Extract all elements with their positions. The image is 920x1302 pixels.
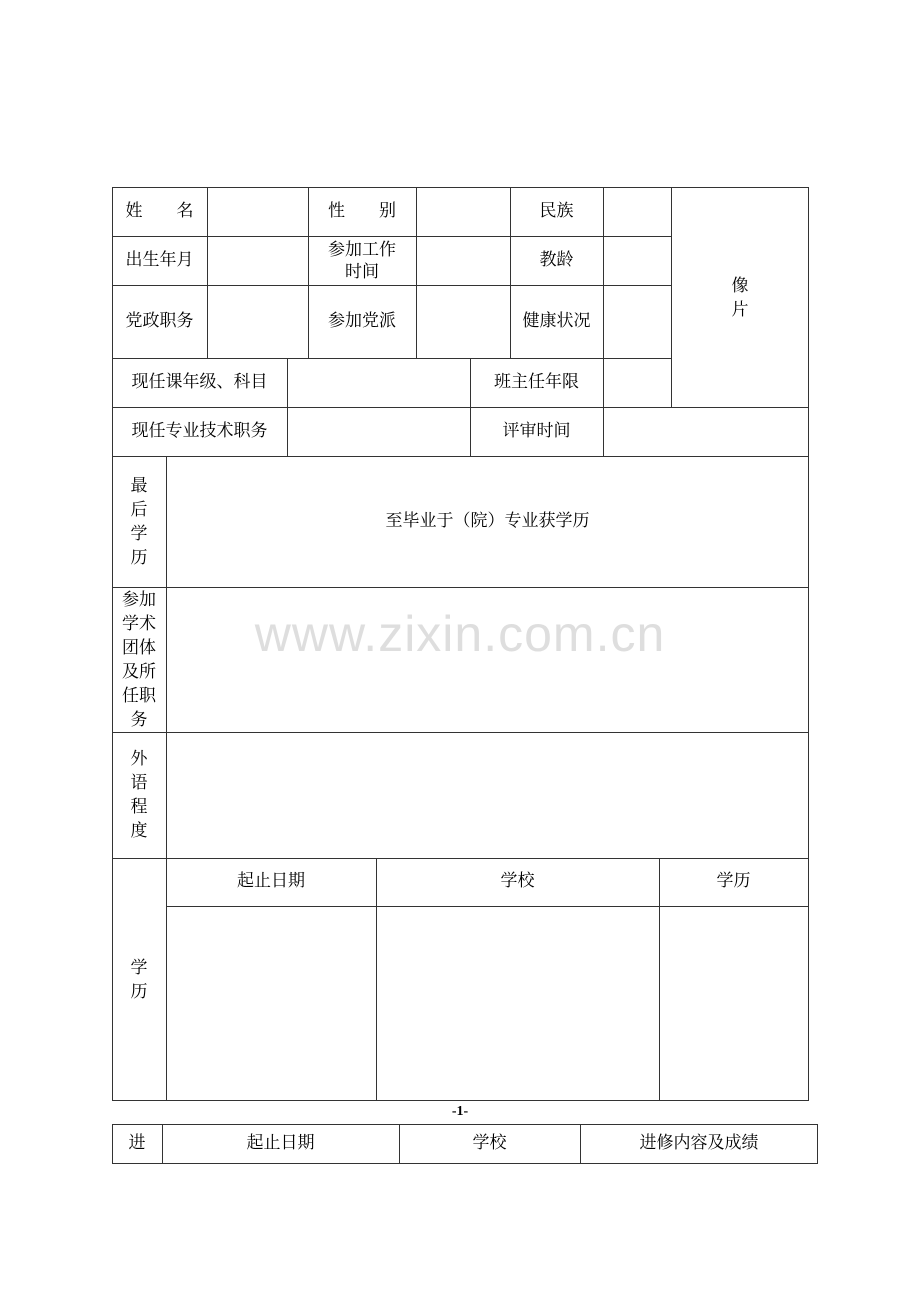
last-education-field[interactable] [167,457,808,587]
page-number: -1- [451,1104,469,1119]
name-label: 姓 名 [125,200,194,221]
academic-org-label [112,587,166,732]
last-education-text: 至毕业于（院）专业获学历 [385,511,590,532]
course-field[interactable] [288,359,470,407]
education-dates-header: 起止日期 [237,871,305,892]
label-char: 学 [130,523,148,544]
label-line: 学术 [122,613,156,634]
work-start-label [308,236,416,285]
education-school-field[interactable] [377,907,659,1100]
photo-box[interactable] [672,188,808,407]
label-char: 历 [130,547,148,568]
foreign-language-field[interactable] [167,733,808,858]
head-teacher-label: 班主任年限 [494,371,579,392]
work-start-label-line1: 参加工作 [328,239,396,260]
academic-org-field[interactable] [167,588,808,732]
last-education-label [112,456,166,587]
ethnicity-label: 民族 [539,200,574,221]
label-char: 外 [130,749,148,769]
foreign-language-label [112,732,166,858]
teaching-years-field[interactable] [604,237,671,285]
label-line: 任职 [122,685,156,706]
label-line: 参加 [122,589,156,610]
party-label: 参加党派 [328,310,396,331]
ethnicity-field[interactable] [604,188,671,236]
label-char: 后 [130,499,148,520]
gender-field[interactable] [417,188,510,236]
teaching-years-label: 教龄 [539,249,574,270]
work-start-field[interactable] [417,237,510,285]
review-time-field[interactable] [604,408,808,456]
label-char: 最 [130,475,148,496]
label-line: 务 [130,709,148,730]
name-field[interactable] [208,188,308,236]
health-label: 健康状况 [522,310,591,331]
education-degree-header: 学历 [716,871,751,892]
party-post-label: 党政职务 [125,310,194,331]
photo-label-line1: 像 [731,275,749,296]
tech-title-label: 现任专业技术职务 [131,420,268,441]
label-line: 及所 [122,661,156,682]
training-content-header: 进修内容及成绩 [639,1133,759,1154]
education-degree-field[interactable] [660,907,808,1100]
birth-field[interactable] [208,237,308,285]
party-post-field[interactable] [208,286,308,358]
education-dates-field[interactable] [167,907,376,1100]
health-field[interactable] [604,286,671,358]
training-school-header: 学校 [472,1133,507,1154]
education-history-label [112,858,166,1101]
label-char: 学 [130,957,148,978]
course-label: 现任课年级、科目 [131,371,268,392]
party-field[interactable] [417,286,510,358]
head-teacher-field[interactable] [604,359,671,407]
label-line: 团体 [122,637,156,658]
watermark: www.zixin.com.cn [254,606,666,662]
review-time-label: 评审时间 [502,420,571,441]
photo-label-line2: 片 [731,299,749,320]
birth-label: 出生年月 [125,249,194,270]
gender-label: 性 别 [328,200,396,221]
label-char: 语 [130,773,148,793]
tech-title-field[interactable] [288,408,470,456]
training-label: 进 [128,1133,146,1154]
work-start-label-line2: 时间 [345,261,379,282]
education-school-header: 学校 [500,871,535,892]
training-dates-header: 起止日期 [246,1133,315,1154]
label-char: 度 [130,821,148,841]
label-char: 程 [130,797,148,817]
label-char: 历 [130,981,148,1002]
